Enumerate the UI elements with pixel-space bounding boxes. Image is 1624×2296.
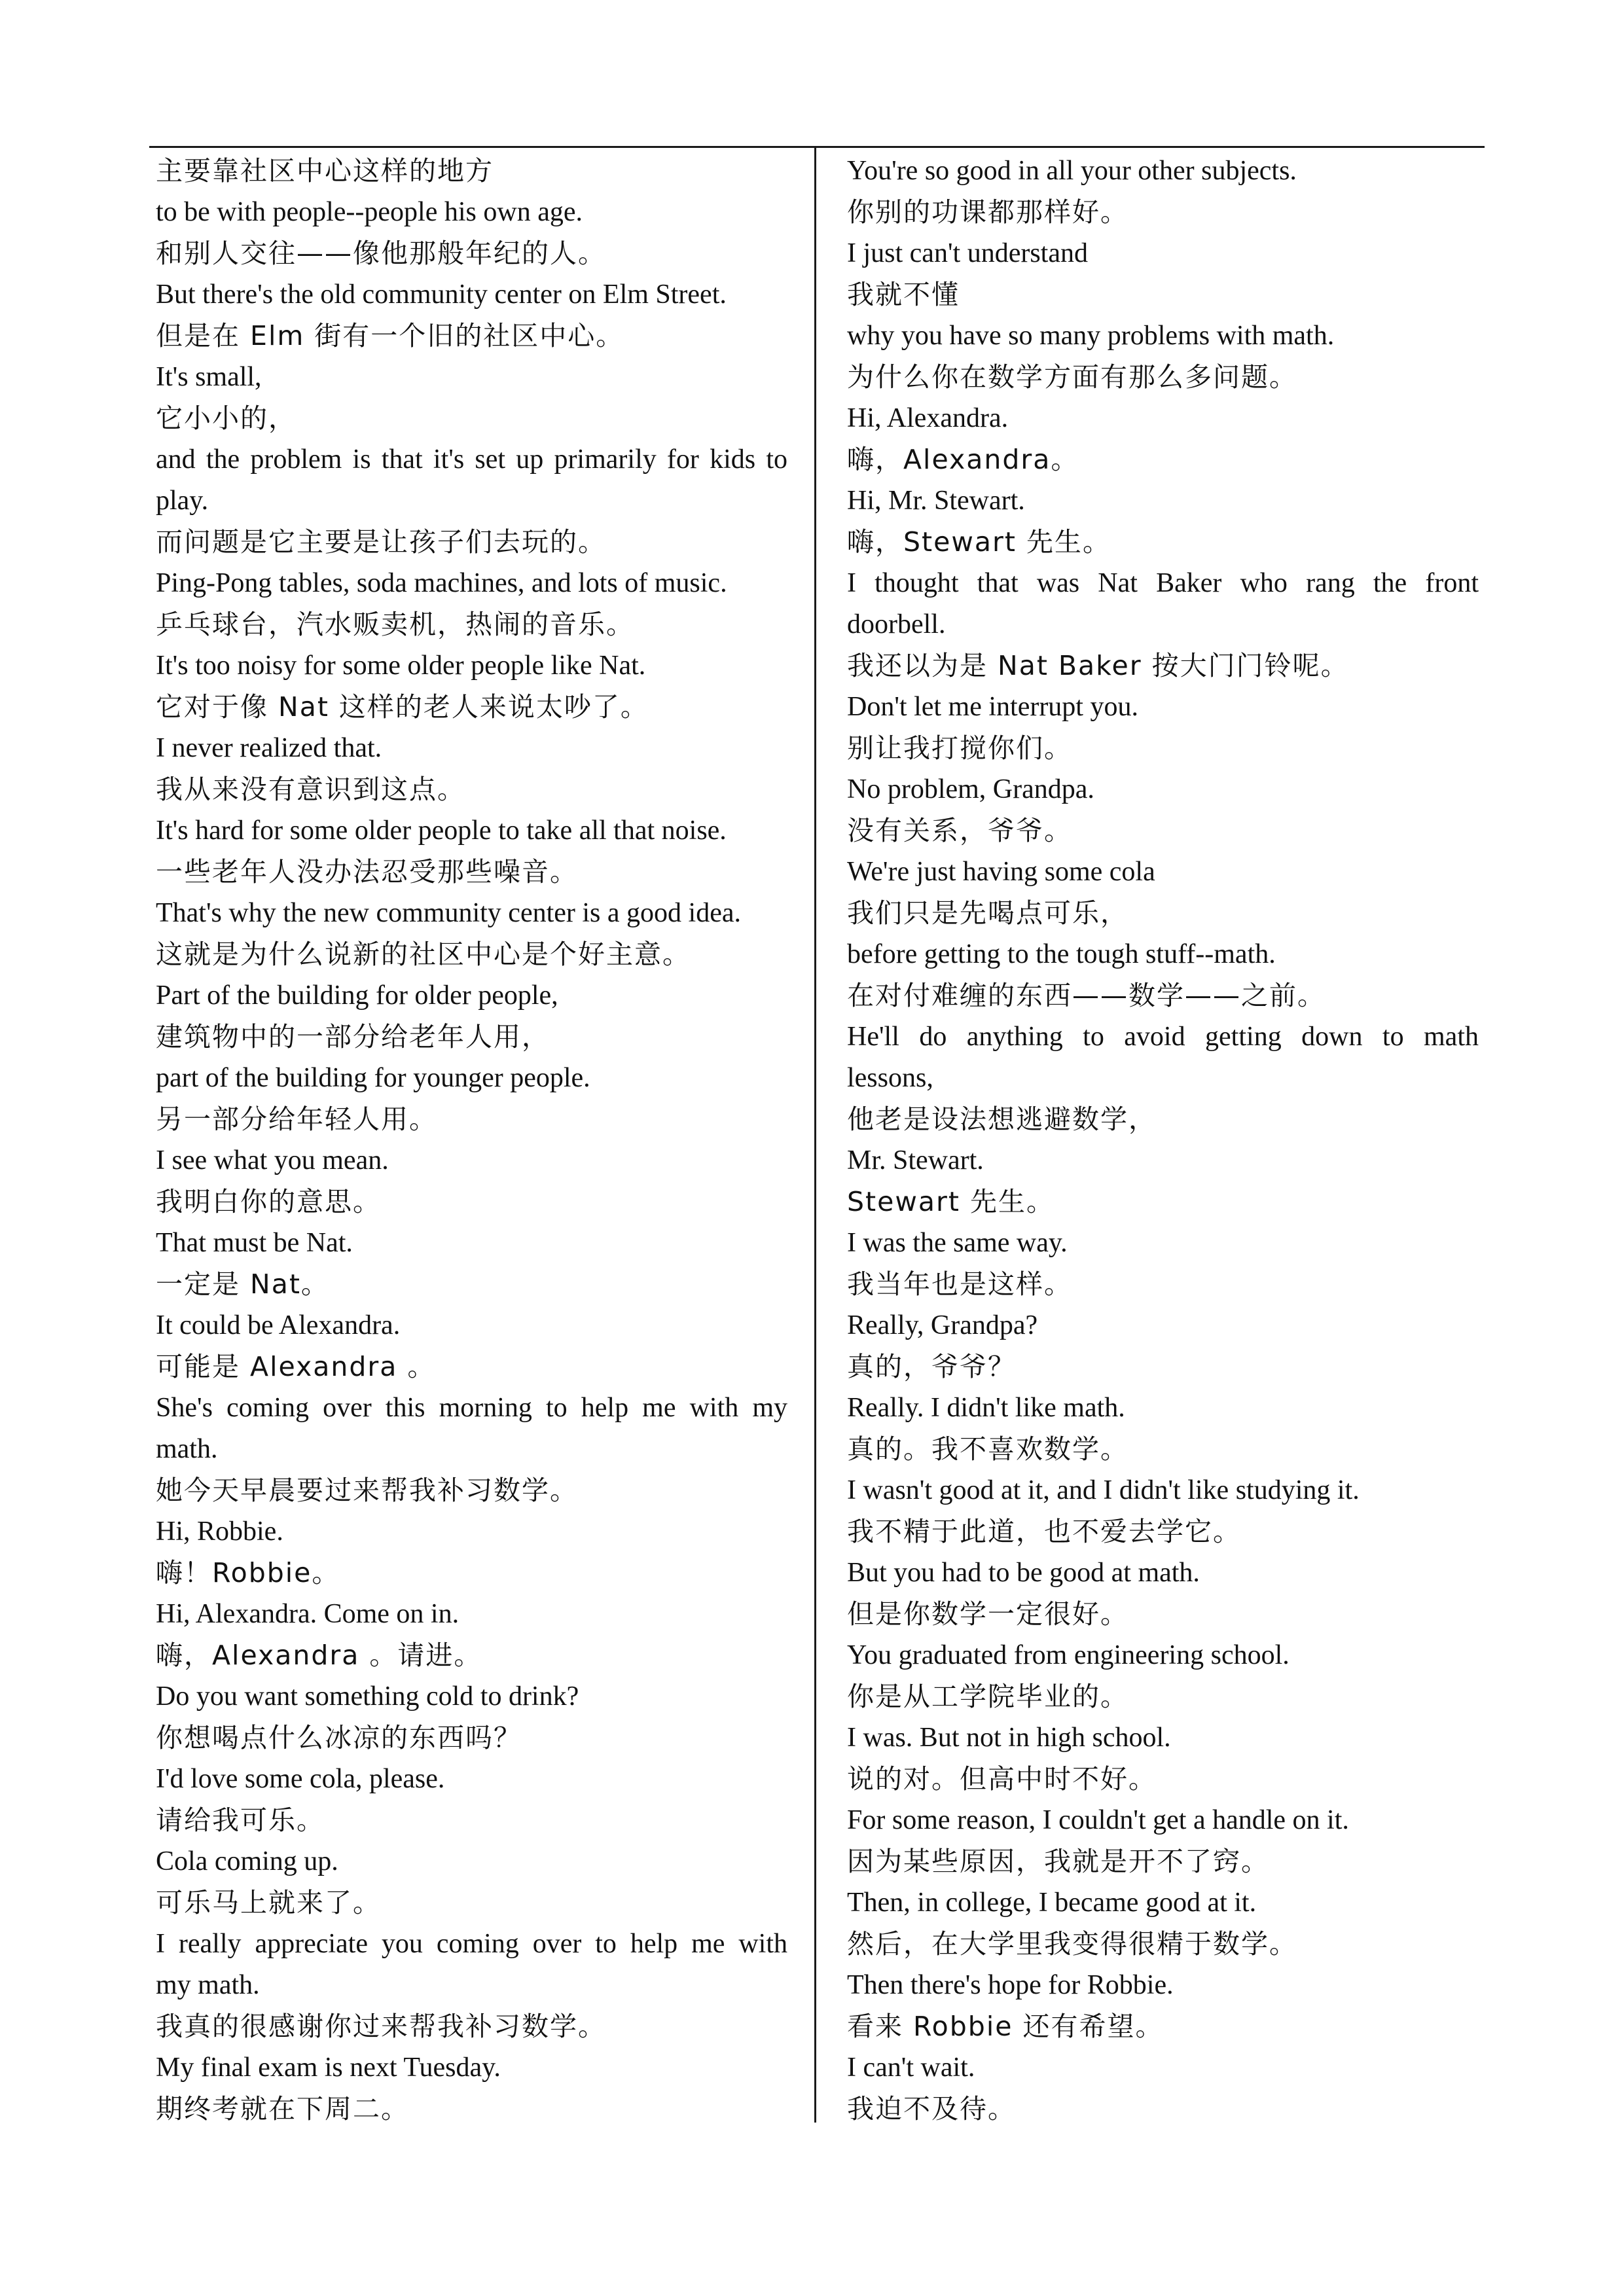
english-line: I really appreciate you coming over to help me with <box>156 1929 787 1959</box>
english-line: I thought that was Nat Baker who rang the front <box>847 568 1479 598</box>
english-line: He'll do anything to avoid getting down to math <box>847 1022 1479 1052</box>
chinese-line: 可能是 Alexandra 。 <box>156 1351 436 1382</box>
english-line: It's small, <box>156 362 262 392</box>
chinese-line: 在对付难缠的东西——数学——之前。 <box>847 980 1326 1011</box>
english-line: It's hard for some older people to take all that noise. <box>156 816 727 846</box>
english-line: Hi, Alexandra. Come on in. <box>156 1599 460 1629</box>
chinese-line: 但是在 Elm 街有一个旧的社区中心。 <box>156 320 624 351</box>
english-line: Really. I didn't like math. <box>847 1393 1125 1423</box>
english-line: Ping-Pong tables, soda machines, and lots of music. <box>156 568 727 598</box>
chinese-line: 一定是 Nat。 <box>156 1268 329 1300</box>
english-line: I was. But not in high school. <box>847 1723 1171 1753</box>
chinese-line: 主要靠社区中心这样的地方 <box>156 155 494 187</box>
english-line: Hi, Robbie. <box>156 1516 283 1547</box>
english-line: doorbell. <box>847 609 946 639</box>
english-line: I was the same way. <box>847 1228 1068 1258</box>
english-line: It's too noisy for some older people like Nat. <box>156 651 646 681</box>
english-line: It could be Alexandra. <box>156 1310 401 1340</box>
chinese-line: 真的，爷爷？ <box>847 1351 1016 1382</box>
english-line: to be with people--people his own age. <box>156 197 583 227</box>
english-line: Then, in college, I became good at it. <box>847 1888 1257 1918</box>
chinese-line: 和别人交往——像他那般年纪的人。 <box>156 238 606 269</box>
english-line: math. <box>156 1434 218 1464</box>
chinese-line: 他老是设法想逃避数学， <box>847 1103 1157 1135</box>
chinese-line: 嗨，Alexandra。 <box>847 444 1079 475</box>
chinese-line: 可乐马上就来了。 <box>156 1887 381 1918</box>
english-line: Do you want something cold to drink? <box>156 1681 579 1712</box>
english-line: I see what you mean. <box>156 1145 389 1175</box>
chinese-line: 因为某些原因，我就是开不了窍。 <box>847 1846 1269 1877</box>
chinese-line: 我就不懂 <box>847 279 960 310</box>
english-line: part of the building for younger people. <box>156 1063 590 1093</box>
chinese-line: 我还以为是 Nat Baker 按大门门铃呢。 <box>847 650 1349 681</box>
english-line: But you had to be good at math. <box>847 1558 1200 1588</box>
chinese-line: 我真的很感谢你过来帮我补习数学。 <box>156 2011 606 2042</box>
english-line: She's coming over this morning to help me with my <box>156 1393 787 1423</box>
english-line: Then there's hope for Robbie. <box>847 1970 1174 2000</box>
chinese-line: 请给我可乐。 <box>156 1804 325 1836</box>
english-line: Really, Grandpa? <box>847 1310 1038 1340</box>
chinese-line: 然后，在大学里我变得很精于数学。 <box>847 1928 1297 1960</box>
english-line: We're just having some cola <box>847 857 1155 887</box>
english-line: Hi, Mr. Stewart. <box>847 486 1025 516</box>
chinese-line: 我从来没有意识到这点。 <box>156 774 465 805</box>
english-line: play. <box>156 486 209 516</box>
chinese-line: 为什么你在数学方面有那么多问题。 <box>847 361 1297 393</box>
english-line: I just can't understand <box>847 238 1088 268</box>
chinese-line: 没有关系，爷爷。 <box>847 815 1072 846</box>
chinese-line: 另一部分给年轻人用。 <box>156 1103 437 1135</box>
chinese-line: 但是你数学一定很好。 <box>847 1598 1128 1630</box>
english-line: No problem, Grandpa. <box>847 774 1094 804</box>
english-line: Mr. Stewart. <box>847 1145 984 1175</box>
chinese-line: 我当年也是这样。 <box>847 1268 1072 1300</box>
chinese-line: 我不精于此道，也不爱去学它。 <box>847 1516 1241 1547</box>
chinese-line: 看来 Robbie 还有希望。 <box>847 2011 1164 2042</box>
english-line: Cola coming up. <box>156 1846 338 1876</box>
chinese-line: 别让我打搅你们。 <box>847 732 1072 764</box>
chinese-line: 建筑物中的一部分给老年人用， <box>156 1021 550 1052</box>
chinese-line: 你想喝点什么冰凉的东西吗？ <box>156 1722 522 1753</box>
english-line: My final exam is next Tuesday. <box>156 2053 501 2083</box>
chinese-line: 一些老年人没办法忍受那些噪音。 <box>156 856 578 888</box>
english-line: I'd love some cola, please. <box>156 1764 445 1794</box>
english-line: and the problem is that it's set up primarily for kids to <box>156 444 787 475</box>
chinese-line: 它对于像 Nat 这样的老人来说太吵了。 <box>156 691 649 723</box>
chinese-line: Stewart 先生。 <box>847 1186 1055 1217</box>
english-line: Don't let me interrupt you. <box>847 692 1138 722</box>
chinese-line: 说的对。但高中时不好。 <box>847 1763 1157 1795</box>
chinese-line: 乒乓球台，汽水贩卖机，热闹的音乐。 <box>156 609 634 640</box>
english-line: That's why the new community center is a good idea. <box>156 898 741 928</box>
english-line: I never realized that. <box>156 733 382 763</box>
column-divider <box>814 146 816 2123</box>
chinese-line: 我明白你的意思。 <box>156 1186 381 1217</box>
english-line: Part of the building for older people, <box>156 980 558 1011</box>
chinese-line: 她今天早晨要过来帮我补习数学。 <box>156 1475 578 1506</box>
english-line: For some reason, I couldn't get a handle on it. <box>847 1805 1349 1835</box>
english-line: But there's the old community center on Elm Street. <box>156 279 727 310</box>
chinese-line: 你别的功课都那样好。 <box>847 196 1128 228</box>
chinese-line: 嗨，Stewart 先生。 <box>847 526 1111 558</box>
english-line: That must be Nat. <box>156 1228 353 1258</box>
chinese-line: 嗨！Robbie。 <box>156 1557 340 1588</box>
chinese-line: 它小小的， <box>156 403 297 434</box>
chinese-line: 你是从工学院毕业的。 <box>847 1681 1128 1712</box>
english-line: Hi, Alexandra. <box>847 403 1009 433</box>
english-line: why you have so many problems with math. <box>847 321 1335 351</box>
english-line: You graduated from engineering school. <box>847 1640 1290 1670</box>
english-line: before getting to the tough stuff--math. <box>847 939 1276 969</box>
left-column <box>156 151 787 2130</box>
chinese-line: 期终考就在下周二。 <box>156 2093 409 2125</box>
english-line: my math. <box>156 1970 260 2000</box>
chinese-line: 而问题是它主要是让孩子们去玩的。 <box>156 526 606 558</box>
chinese-line: 嗨，Alexandra 。请进。 <box>156 1640 482 1671</box>
english-line: I can't wait. <box>847 2053 975 2083</box>
english-line: You're so good in all your other subjects. <box>847 156 1297 186</box>
chinese-line: 真的。我不喜欢数学。 <box>847 1433 1128 1465</box>
chinese-line: 这就是为什么说新的社区中心是个好主意。 <box>156 939 691 970</box>
right-column <box>847 151 1479 2130</box>
english-line: I wasn't good at it, and I didn't like studying it. <box>847 1475 1360 1505</box>
top-rule <box>149 146 1485 148</box>
english-line: lessons, <box>847 1063 933 1093</box>
chinese-line: 我迫不及待。 <box>847 2093 1016 2125</box>
chinese-line: 我们只是先喝点可乐， <box>847 897 1128 929</box>
